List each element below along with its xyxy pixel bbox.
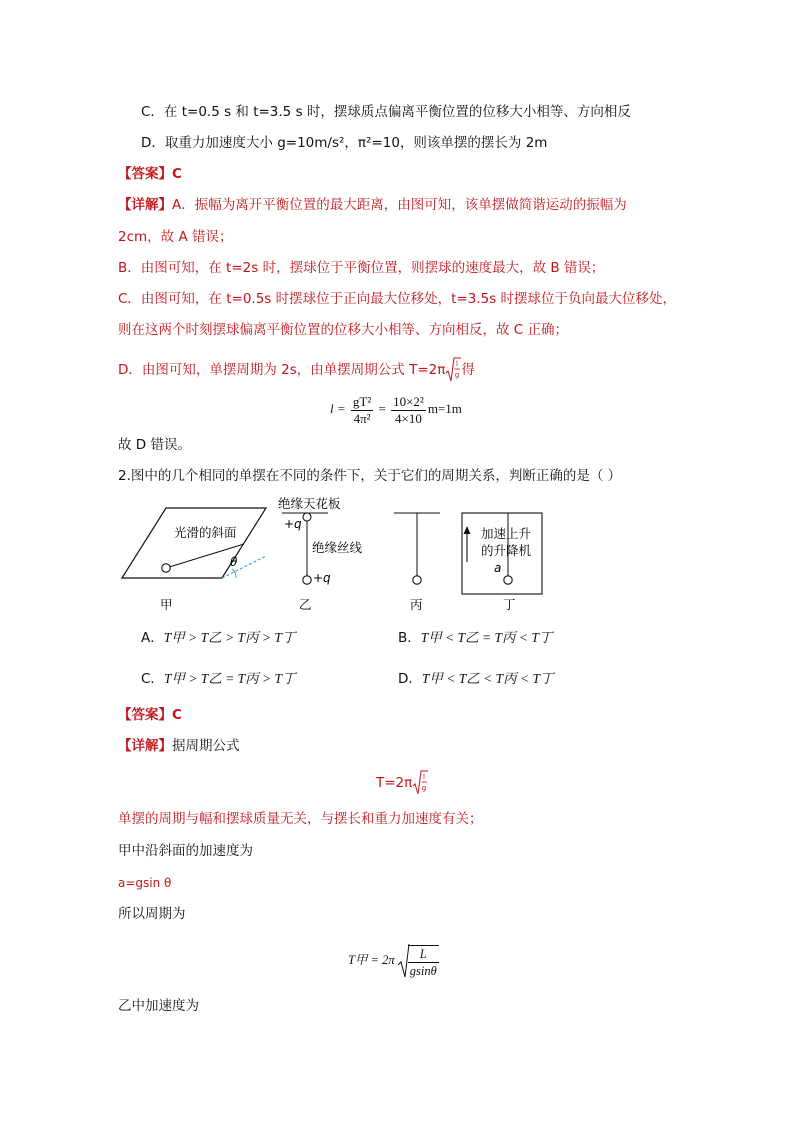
sqrt-sign-icon <box>398 943 410 979</box>
ding-a: a <box>494 561 502 575</box>
q1-option-d-prefix: D．取重力加速度大小 <box>141 135 278 151</box>
svg-text:l: l <box>456 360 459 368</box>
q1-formula-l <box>330 392 462 427</box>
formula-frac-2 <box>391 394 426 427</box>
figure-ding <box>462 513 542 594</box>
q1-detail-tag: 【详解】 <box>118 197 172 213</box>
formula-frac-2-den: 4×10 <box>395 410 422 426</box>
yi-wire-label: 绝缘丝线 <box>312 540 363 555</box>
svg-text:l: l <box>423 773 426 781</box>
q2-option-b-label: B． <box>398 630 421 646</box>
yi-ceiling-label: 绝缘天花板 <box>278 496 341 511</box>
q1-answer: 【答案】C <box>118 166 182 182</box>
q1-option-d <box>141 133 547 153</box>
q2-figure-group <box>118 492 578 617</box>
q2-line-3: a=gsin θ <box>118 876 172 890</box>
q2-option-a-text: T甲 > T乙 > T丙 > T丁 <box>163 630 296 645</box>
yi-ball <box>303 576 311 584</box>
bing-ball <box>413 576 421 584</box>
q1-detail-d1-end: 得 <box>461 362 475 378</box>
q2-line-4: 所以周期为 <box>118 906 186 922</box>
sqrt-l-over-g-icon <box>445 356 461 384</box>
jia-ball <box>162 564 170 572</box>
ding-arrow-head <box>464 526 471 534</box>
figure-jia <box>122 508 266 578</box>
yi-top-charge <box>303 513 311 521</box>
q2-formula-t <box>376 768 428 798</box>
jia-label: 光滑的斜面 <box>174 525 237 540</box>
q2-option-c-label: C． <box>141 671 164 687</box>
yi-q-top: +q <box>284 517 302 531</box>
q2-option-d <box>398 669 554 689</box>
q1-option-c: C．在 t=0.5 s 和 t=3.5 s 时，摆球质点偏离平衡位置的位移大小相等、方向相反 <box>141 104 631 120</box>
q2-option-d-label: D． <box>398 671 422 687</box>
q2-tjia-den: gsinθ <box>409 964 437 979</box>
q2-detail-intro <box>118 736 240 756</box>
q2-option-c <box>141 669 296 689</box>
q2-detail-intro-text: 据周期公式 <box>172 738 240 754</box>
q1-detail-d2: 故 D 错误。 <box>118 437 191 453</box>
q1-detail-c1: C．由图可知，在 t=0.5s 时摆球位于正向最大位移处，t=3.5s 时摆球位于负向最大位移处， <box>118 291 677 307</box>
formula-frac-2-num: 10×2² <box>393 393 424 409</box>
q2-option-d-text: T甲 < T乙 < T丙 < T丁 <box>421 671 554 686</box>
incline-plane <box>122 508 266 578</box>
q1-detail-a2: 2cm，故 A 错误； <box>118 229 233 245</box>
ding-text-1: 加速上升 <box>481 526 532 541</box>
caption-bing: 丙 <box>410 597 423 612</box>
q2-option-a <box>141 628 295 648</box>
q1-detail-a1 <box>118 195 627 215</box>
q2-sqrt-block <box>398 943 439 979</box>
jia-theta-arc <box>232 569 236 578</box>
svg-text:g: g <box>455 371 460 379</box>
q2-option-b <box>398 628 552 648</box>
q1-detail-a1-text: A．振幅为离开平衡位置的最大距离，由图可知，该单摆做简谐运动的振幅为 <box>172 197 627 213</box>
q1-detail-d1-text: D．由图可知，单摆周期为 2s，由单摆周期公式 T=2π <box>118 362 446 378</box>
ding-text-2: 的升降机 <box>481 543 532 558</box>
formula-frac-1-den: 4π² <box>353 410 371 426</box>
figure-bing <box>394 513 440 584</box>
q2-formula-t-text: T=2π <box>376 775 413 791</box>
q2-tjia-frac <box>408 945 439 979</box>
formula-frac-1-num: gT² <box>352 393 372 409</box>
q2-tjia-num: L <box>408 946 439 963</box>
caption-ding: 丁 <box>503 597 516 612</box>
q2-formula-tjia <box>348 942 439 979</box>
q2-formula-tjia-left: T甲 = 2π <box>348 953 395 967</box>
q1-detail-c2: 则在这两个时刻摆球偏离平衡位置的位移大小相等、方向相反，故 C 正确； <box>118 322 569 338</box>
q1-option-d-values: g=10m/s²，π²=10，则该单摆的摆长为 2m <box>277 135 548 151</box>
q2-option-a-label: A． <box>141 630 164 646</box>
formula-l-lhs: l = <box>330 401 346 416</box>
svg-text:g: g <box>422 784 427 792</box>
q2-line-1: 单摆的周期与幅和摆球质量无关，与摆长和重力加速度有关； <box>118 811 483 827</box>
formula-result: m=1m <box>427 401 462 416</box>
q2-option-b-text: T甲 < T乙 = T丙 < T丁 <box>420 630 553 645</box>
q1-detail-b: B．由图可知，在 t=2s 时，摆球位于平衡位置，则摆球的速度最大，故 B 错误； <box>118 260 605 276</box>
sqrt-l-over-g-icon <box>412 769 428 797</box>
yi-q-bottom: +q <box>313 571 331 585</box>
ding-ball <box>504 576 512 584</box>
formula-frac-1 <box>351 394 373 427</box>
caption-yi: 乙 <box>299 597 312 612</box>
q2-detail-tag: 【详解】 <box>118 738 172 754</box>
jia-theta: θ <box>230 555 238 569</box>
q2-line-5: 乙中加速度为 <box>118 998 199 1014</box>
q2-answer: 【答案】C <box>118 707 182 723</box>
figure-yi <box>278 496 363 585</box>
caption-jia: 甲 <box>160 597 173 612</box>
q2-line-2: 甲中沿斜面的加速度为 <box>118 843 253 859</box>
q1-detail-d1 <box>118 356 475 384</box>
formula-equals: = <box>378 401 386 416</box>
q2-stem: 2.图中的几个相同的单摆在不同的条件下，关于它们的周期关系，判断正确的是（ ） <box>118 468 622 484</box>
q2-option-c-text: T甲 > T乙 = T丙 > T丁 <box>163 671 296 686</box>
